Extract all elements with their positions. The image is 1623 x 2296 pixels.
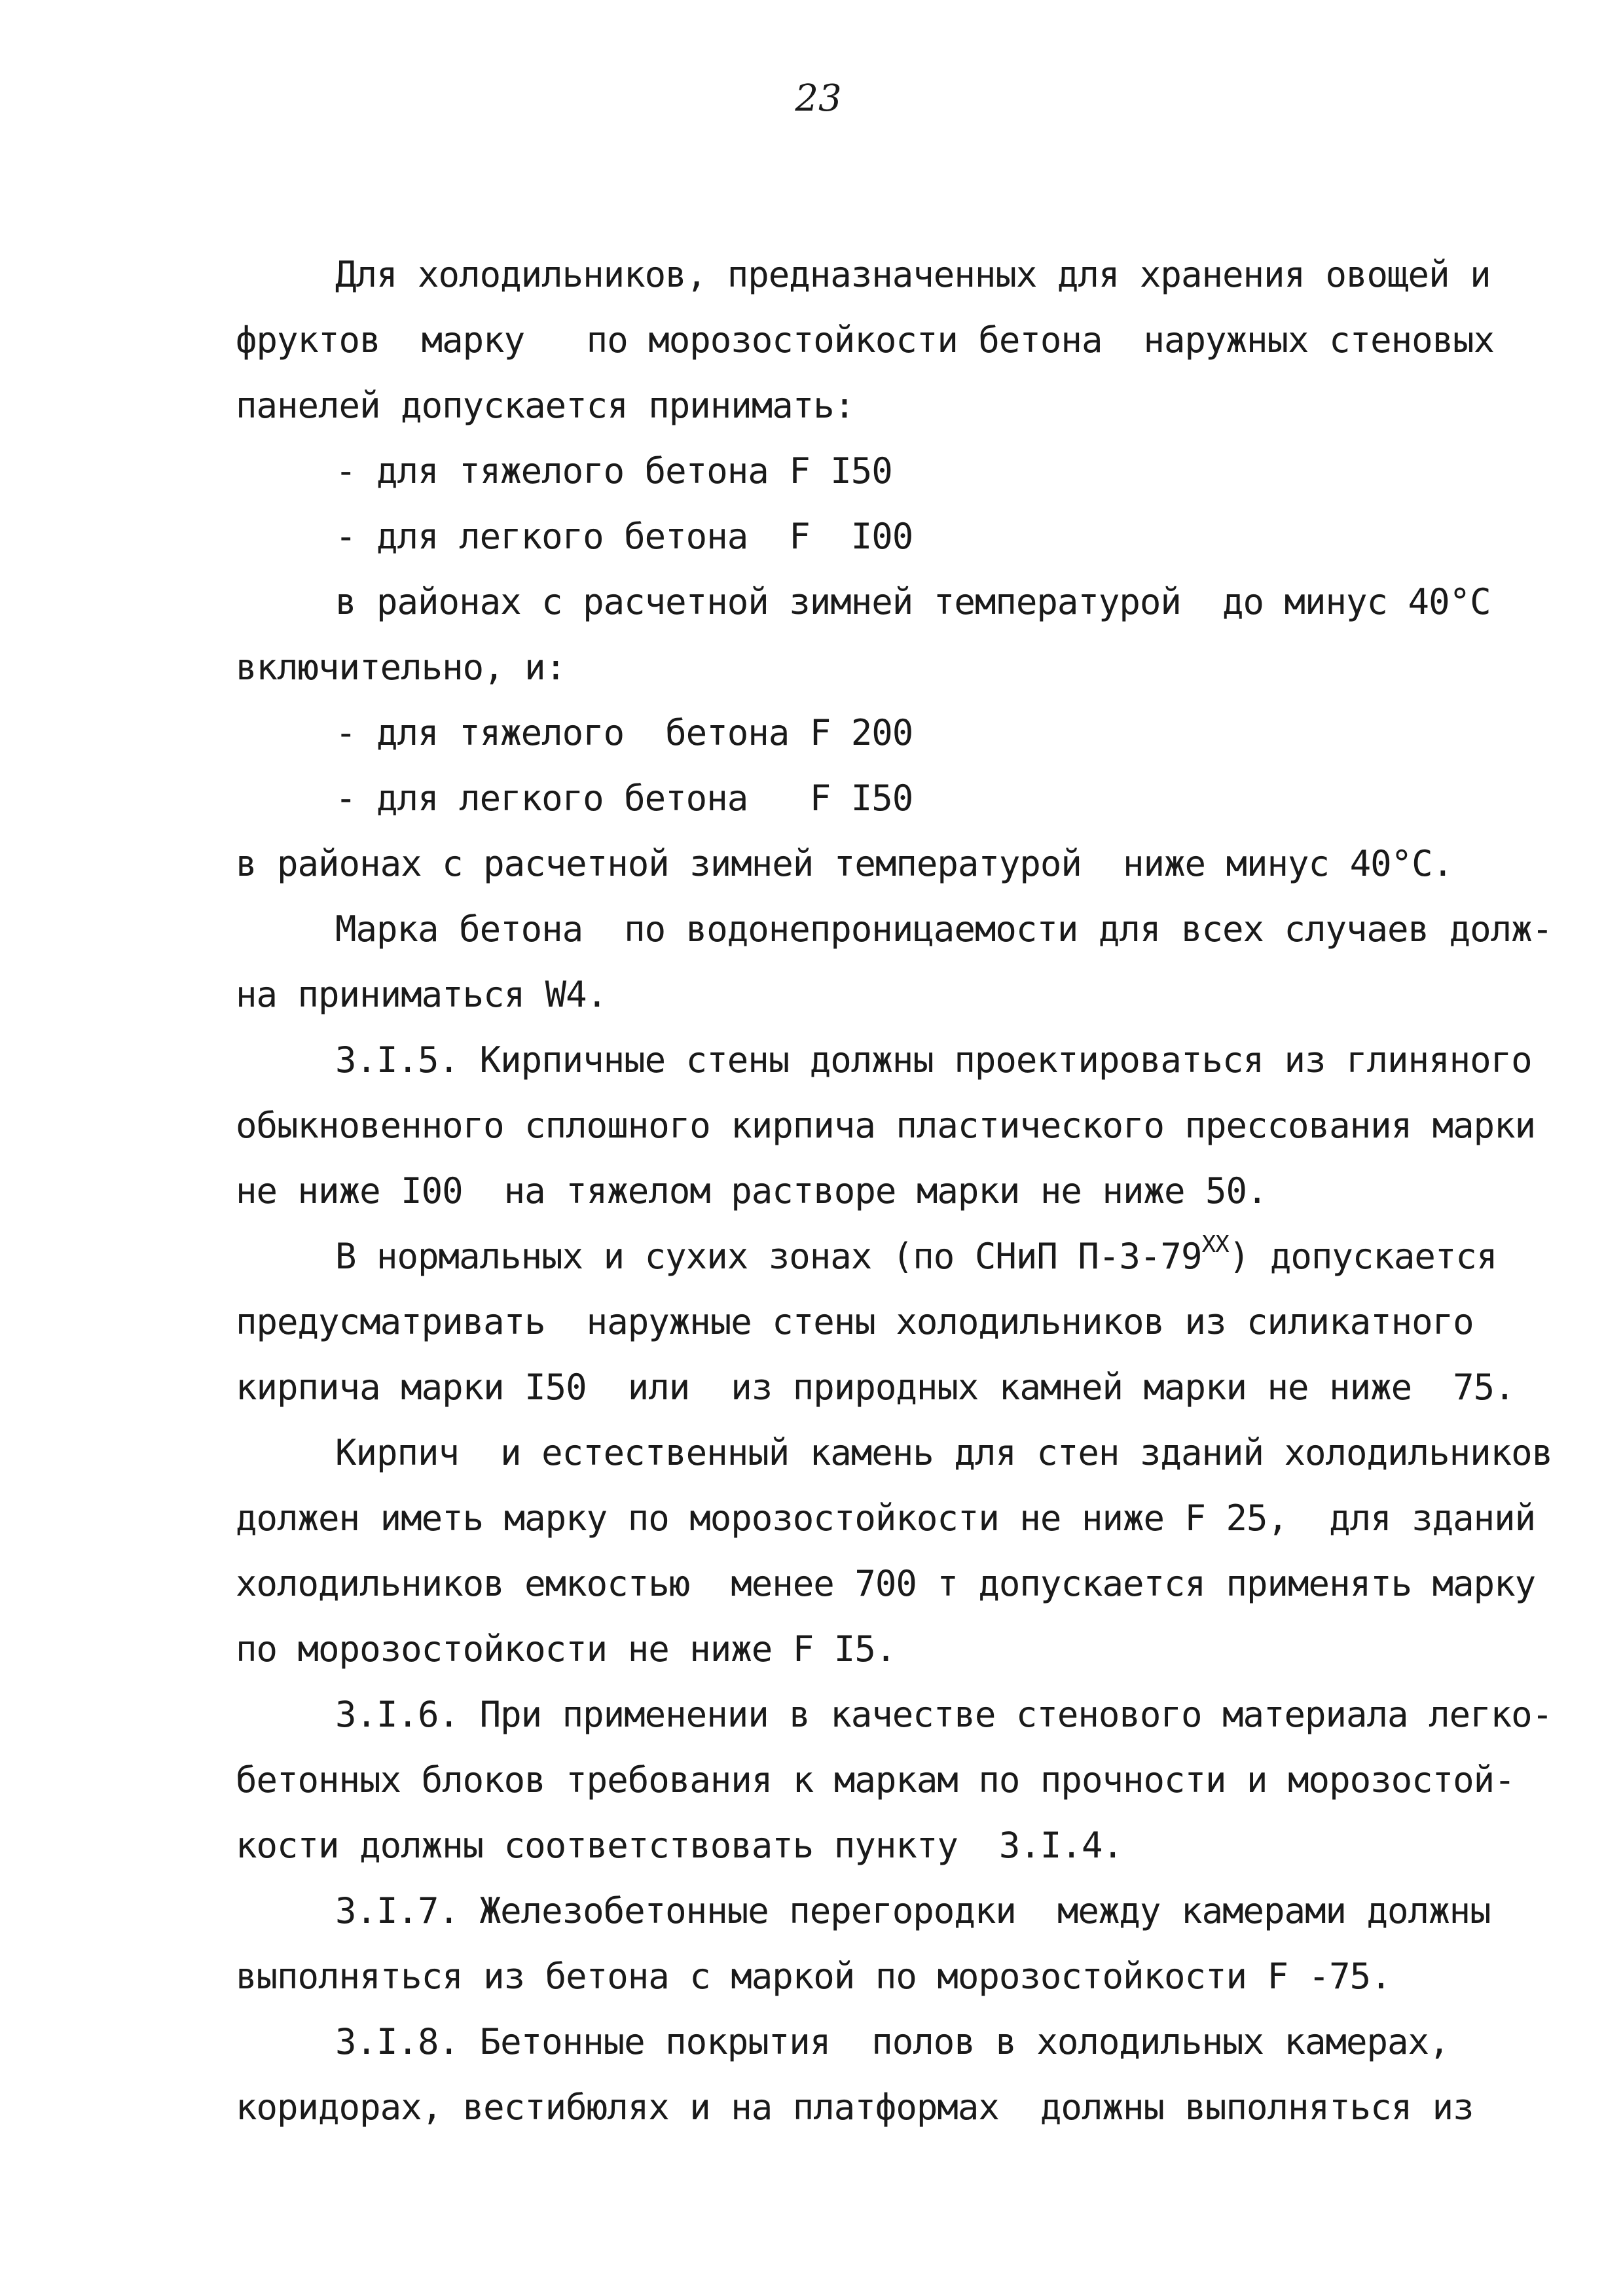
snip-superscript: XX <box>1201 1231 1229 1258</box>
text-line: в районах с расчетной зимней температурой ниже минус 40°С. <box>236 843 1453 884</box>
text-line: панелей допускается принимать: <box>236 385 855 426</box>
text-line: кости должны соответствовать пункту 3.I.4. <box>236 1825 1123 1866</box>
list-item: - для тяжелого бетона F I50 <box>335 450 892 492</box>
paragraph-3-1-8: 3.I.8. Бетонные покрытия полов в холодильных камерах, <box>335 2021 1450 2062</box>
page-number: 23 <box>795 77 842 120</box>
text-line: в районах с расчетной зимней температурой до минус 40°С <box>335 581 1491 622</box>
text-line: включительно, и: <box>236 647 566 688</box>
text-line: бетонных блоков требования к маркам по прочности и морозостой- <box>236 1759 1515 1801</box>
paragraph-3-1-6: 3.I.6. При применении в качестве стенового материала легко- <box>335 1694 1553 1735</box>
snip-reference-tail: ) допускается <box>1228 1236 1497 1277</box>
snip-reference-text: В нормальных и сухих зонах (по СНиП П-3-79 <box>335 1236 1202 1277</box>
text-line: по морозостойкости не ниже F I5. <box>236 1628 896 1670</box>
text-line: холодильников емкостью менее 700 т допускается применять марку <box>236 1563 1536 1604</box>
list-item: - для тяжелого бетона F 200 <box>335 712 913 753</box>
text-line: коридорах, вестибюлях и на платформах должны выполняться из <box>236 2087 1474 2128</box>
paragraph-3-1-5: 3.I.5. Кирпичные стены должны проектироваться из глиняного <box>335 1039 1532 1081</box>
text-line: не ниже I00 на тяжелом растворе марки не ниже 50. <box>236 1170 1267 1211</box>
list-item: - для легкого бетона F I00 <box>335 516 913 557</box>
text-line: должен иметь марку по морозостойкости не ниже F 25, для зданий <box>236 1498 1536 1539</box>
text-line: Марка бетона по водонепроницаемости для всех случаев долж- <box>335 908 1553 950</box>
paragraph-3-1-7: 3.I.7. Железобетонные перегородки между камерами должны <box>335 1890 1491 1931</box>
text-line: обыкновенного сплошного кирпича пластического прессования марки <box>236 1105 1536 1146</box>
text-line: фруктов марку по морозостойкости бетона наружных стеновых <box>236 319 1495 361</box>
text-line: Для холодильников, предназначенных для хранения овощей и <box>335 254 1491 295</box>
text-line: на приниматься W4. <box>236 974 608 1015</box>
list-item: - для легкого бетона F I50 <box>335 778 913 819</box>
text-line: выполняться из бетона с маркой по морозостойкости F -75. <box>236 1956 1391 1997</box>
text-line: предусматривать наружные стены холодильников из силикатного <box>236 1301 1474 1342</box>
snip-reference-line <box>335 1231 1623 1280</box>
text-line: кирпича марки I50 или из природных камней марки не ниже 75. <box>236 1367 1515 1408</box>
text-line: Кирпич и естественный камень для стен зданий холодильников <box>335 1432 1553 1473</box>
